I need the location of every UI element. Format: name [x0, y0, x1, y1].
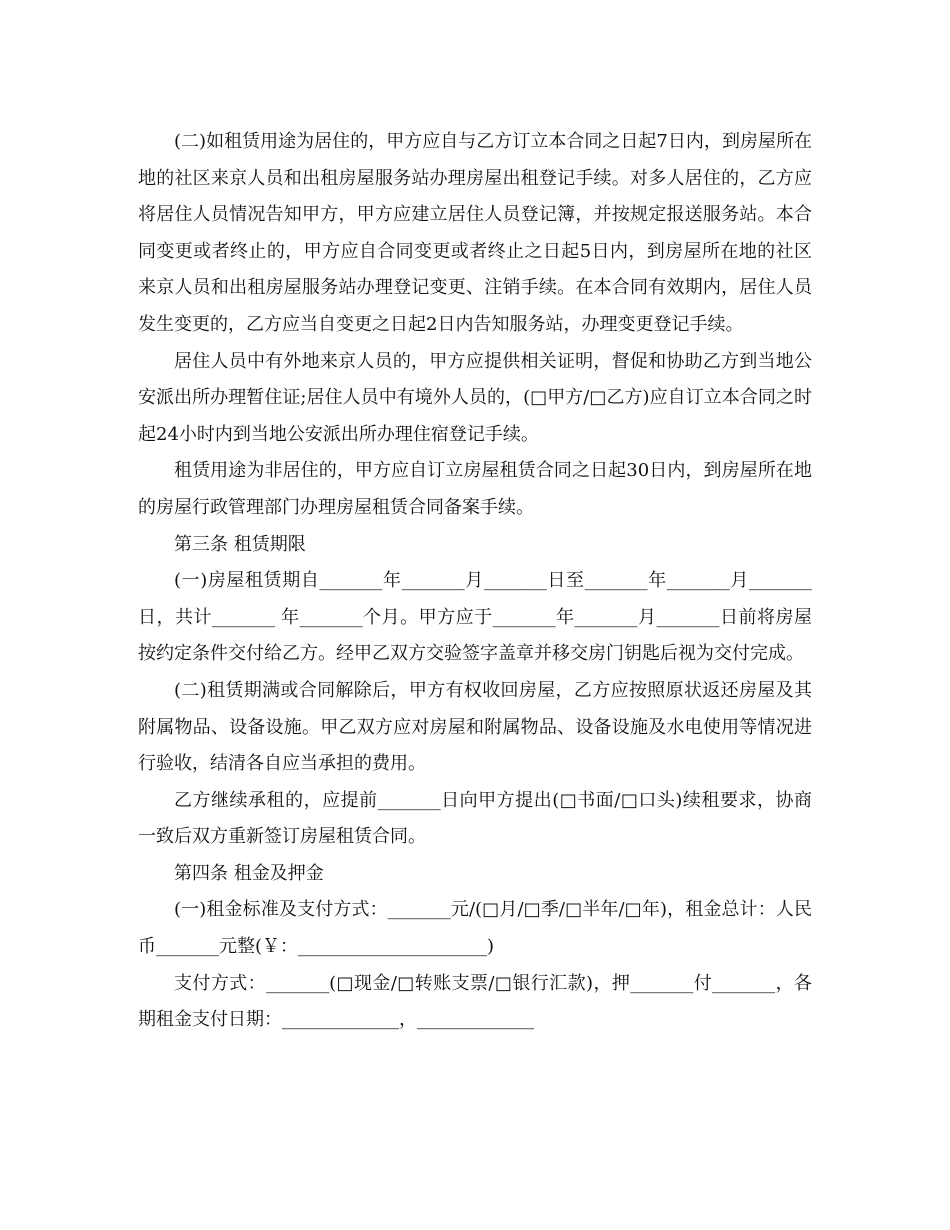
paragraph-lease-expiry: (二)租赁期满或合同解除后，甲方有权收回房屋，乙方应按照原状返还房屋及其附属物品、设备设施。甲乙双方应对房屋和附属物品、设备设施及水电使用等情况进行验收，结清各自应当承担的费用。 [138, 679, 812, 775]
paragraph-rent-standard: (一)租金标准及支付方式：_______元/(□月/□季/□半年/□年)，租金总计：人民币_______元整(￥：_____________________) [138, 899, 812, 958]
paragraph-residential-registration: (二)如租赁用途为居住的，甲方应自与乙方订立本合同之日起7日内，到房屋所在地的社区来京人员和出租房屋服务站办理房屋出租登记手续。对多人居住的，乙方应将居住人员情况告知甲方，甲方应建立居住人员登记簿，并按规定报送服务站。本合同变更或者终止的，甲方应自合同变更或者终止之日起5日内，到房屋所在地的社区来京人员和出租房屋服务站办理登记变更、注销手续。在本合同有效期内，居住人员发生变更的，乙方应当自变更之日起2日内告知服务站，办理变更登记手续。 [138, 131, 812, 335]
contract-body [138, 124, 812, 1039]
paragraph-non-local-residents: 居住人员中有外地来京人员的，甲方应提供相关证明，督促和协助乙方到当地公安派出所办理暂住证;居住人员中有境外人员的，(□甲方/□乙方)应自订立本合同之时起24小时内到当地公安派出所办理住宿登记手续。 [138, 350, 812, 445]
paragraph-lease-term: (一)房屋租赁期自_______年_______月_______日至_______年_______月_______日，共计_______ 年_______个月。甲方应于_______年_______月_______日前将房屋按约定条件交付给乙方。经甲乙双方交验签字盖章并移交房门钥匙后视为交付完成。 [138, 570, 812, 665]
article-4-heading: 第四条 租金及押金 [174, 862, 324, 884]
paragraph-payment-method: 支付方式：_______(□现金/□转账支票/□银行汇款)，押_______付_______，各期租金支付日期：_____________，_____________ [138, 972, 812, 1031]
paragraph-lease-renewal: 乙方继续承租的，应提前_______日向甲方提出(□书面/□口头)续租要求，协商一致后双方重新签订房屋租赁合同。 [138, 789, 812, 848]
article-3-heading: 第三条 租赁期限 [174, 533, 306, 555]
paragraph-non-residential-filing: 租赁用途为非居住的，甲方应自订立房屋租赁合同之日起30日内，到房屋所在地的房屋行政管理部门办理房屋租赁合同备案手续。 [138, 460, 812, 518]
